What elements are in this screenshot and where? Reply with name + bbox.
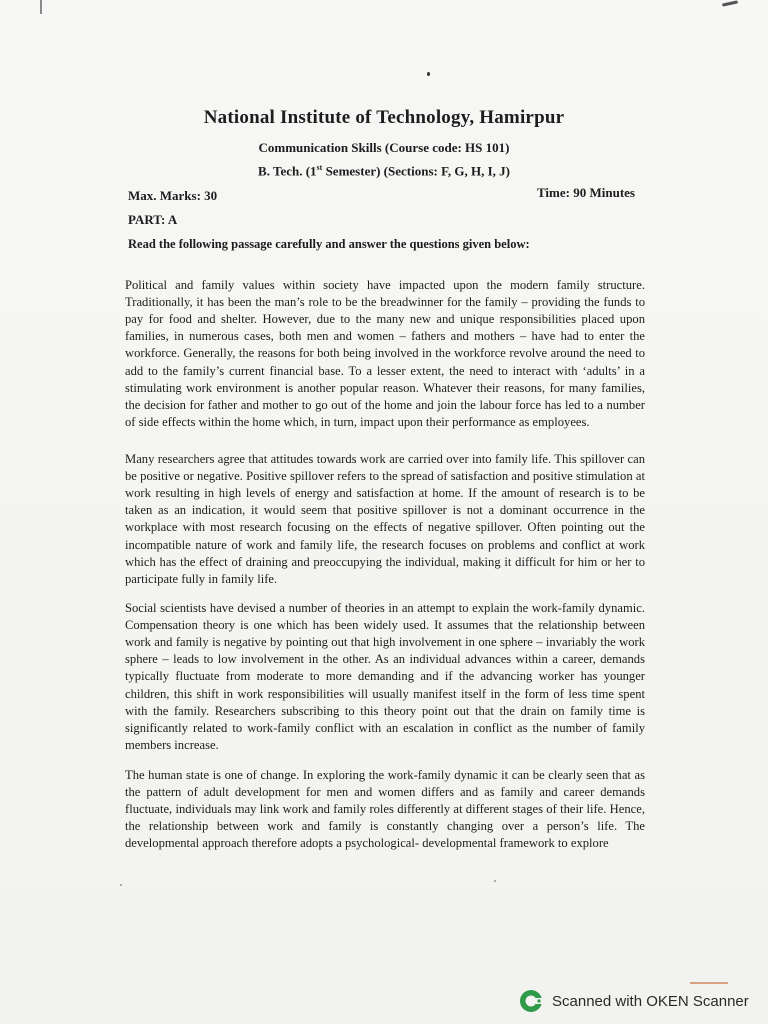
scan-pen-mark bbox=[722, 0, 738, 6]
scanner-watermark bbox=[518, 988, 749, 1014]
oken-scanner-logo-icon bbox=[518, 988, 544, 1014]
program-sup: st bbox=[316, 163, 323, 172]
program-prefix: B. Tech. (1 bbox=[258, 163, 317, 179]
passage-paragraph-2: Many researchers agree that attitudes towards work are carried over into family life. This spillover can be positive or negative. Positive spillover refers to the spread of satisfaction and positive stimulation at work resulting in high levels of energy and satisfaction at home. If the amount of research is to be taken as an indication, it would seem that positive spillover is not a dominant occurrence in the workplace with most research focusing on the effects of negative spillover. Often pointing out the incompatible nature of work and family life, the research focuses on problems and conflict at work which has the effect of draining and preoccupying the individual, making it difficult for him or her to participate fully in family life. bbox=[125, 451, 645, 587]
program-suffix: Semester) (Sections: F, G, H, I, J) bbox=[322, 163, 510, 179]
exam-time: Time: 90 Minutes bbox=[537, 185, 635, 200]
scan-speck bbox=[494, 880, 496, 882]
watermark-text: Scanned with OKEN Scanner bbox=[552, 992, 749, 1010]
program-line bbox=[0, 163, 768, 179]
scan-speck bbox=[120, 884, 122, 886]
passage-paragraph-1: Political and family values within society have impacted upon the modern family structure. Traditionally, it has been the man’s role to be the breadwinner for the family – providing the funds to pay for food and shelter. However, due to the many new and unique responsibilities placed upon families, in numerous cases, both men and women – fathers and mothers – have had to enter the workforce. Generally, the reasons for both being involved in the workforce revolve around the need to add to the family’s current financial base. To a lesser extent, the need to interact with ‘adults’ in a stimulating work environment is another popular reason. Whatever their reasons, for many families, the decision for father and mother to go out of the home and join the labour force has led to a number of side effects within the home which, in turn, impact upon their performance as employees. bbox=[125, 277, 645, 430]
scan-footer-mark bbox=[690, 982, 728, 984]
passage-paragraph-3: Social scientists have devised a number of theories in an attempt to explain the work-family dynamic. Compensation theory is one which has been widely used. It assumes that the relationship between work and family is negative by pointing out that high involvement in one sphere – invariably the work sphere – leads to low involvement in the other. As an individual advances within a career, demands typically fluctuate from moderate to more demanding and if the advancing worker has younger children, this shift in work responsibilities will usually manifest itself in the form of less time spent with the family. Researchers subscribing to this theory point out that the drain on family time is significantly related to work-family conflict with an escalation in conflict as the number of family members increase. bbox=[125, 600, 645, 753]
course-line: Communication Skills (Course code: HS 101) bbox=[258, 140, 510, 155]
instruction-line: Read the following passage carefully and answer the questions given below: bbox=[128, 237, 530, 251]
passage-paragraph-4: The human state is one of change. In exploring the work-family dynamic it can be clearly seen that as the pattern of adult development for men and women differs and as family and career demands fluctuate, individuals may link work and family roles differently at different stages of their life. Hence, the relationship between work and family is constantly changing over a person’s life. The developmental approach therefore adopts a psychological- developmental framework to explore bbox=[125, 767, 645, 851]
scan-edge-mark bbox=[40, 0, 42, 14]
part-heading: PART: A bbox=[128, 212, 178, 227]
scan-speck bbox=[427, 72, 430, 76]
institute-title: National Institute of Technology, Hamirpur bbox=[203, 107, 565, 128]
max-marks: Max. Marks: 30 bbox=[128, 188, 218, 203]
